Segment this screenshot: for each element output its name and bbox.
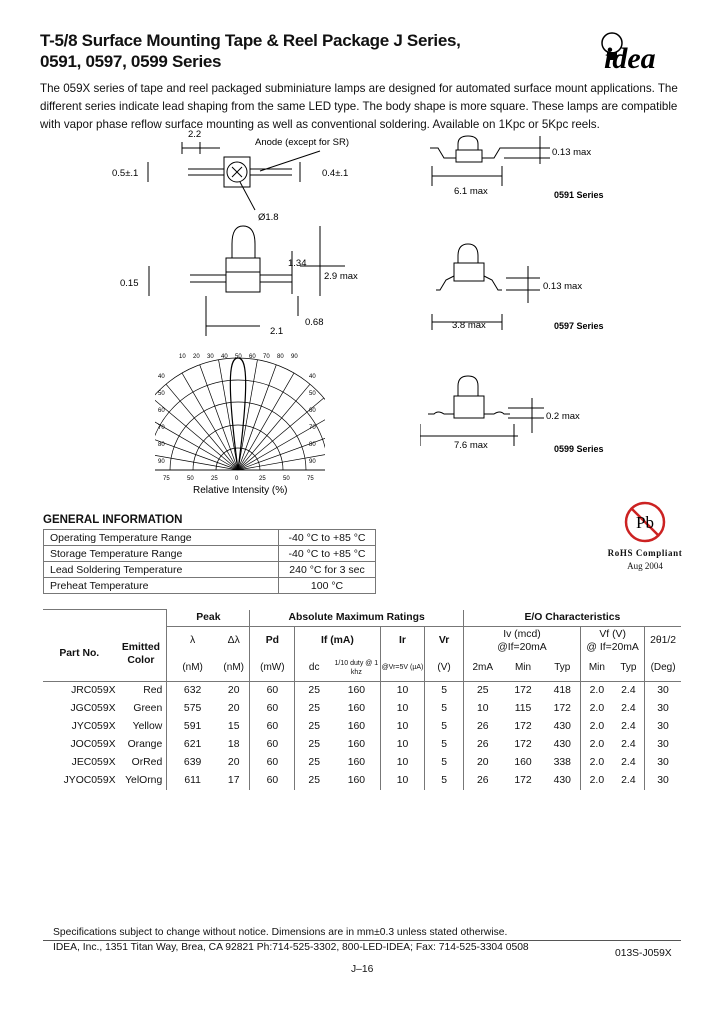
table-cell: 17 (227, 775, 240, 786)
table-cell: 18 (227, 739, 240, 750)
table-cell: JRC059X (71, 685, 116, 697)
table-cell: 430 (553, 721, 571, 732)
table-cell: 115 (514, 703, 532, 714)
table-cell: 172 (514, 775, 532, 786)
svg-text:Ø1.8: Ø1.8 (258, 212, 279, 223)
table-cell: 338 (553, 757, 571, 768)
table-cell: 10 (380, 772, 425, 790)
table-cell: 10 (380, 700, 425, 718)
table-cell: 160 (347, 685, 366, 697)
table-cell: 60 (250, 682, 295, 700)
table-row (43, 754, 681, 772)
logo-text: idea (604, 42, 656, 74)
polar-tick-label: 0 (235, 476, 239, 482)
table-cell: 160 (347, 703, 366, 714)
table-cell: Orange (127, 739, 163, 750)
polar-tick-label: 80 (277, 354, 284, 360)
polar-tick-label: 10 (179, 354, 186, 360)
table-cell: 172 (514, 685, 532, 697)
polar-tick-label: 25 (259, 476, 266, 482)
table-cell: 60 (250, 718, 295, 736)
intro-paragraph: The 059X series of tape and reel packaged subminiature lamps are designed for automated surface mount applications. The different series indicate lead shaping from the same LED type. The body shape is more square. These lamps are compatible with vapor phase reflow surface mounting as well as conventional soldering. Available on 1Kpc or 5Kpc reels. (40, 82, 678, 131)
table-cell: 20 (227, 757, 240, 768)
polar-tick-label: 75 (163, 476, 170, 482)
svg-text:Pb: Pb (636, 513, 654, 532)
table-cell: 60 (250, 700, 295, 718)
table-cell: 591 (167, 718, 218, 736)
table-cell: 60 (250, 736, 295, 754)
document-title: T-5/8 Surface Mounting Tape & Reel Package J Series, 0591, 0597, 0599 Series (40, 31, 461, 71)
svg-text:0.15: 0.15 (120, 278, 139, 289)
table-cell: 5 (425, 682, 463, 700)
table-cell: 30 (645, 772, 681, 790)
table-cell: 10 (380, 754, 425, 772)
table-cell: JGC059X (70, 703, 116, 714)
table-cell: 25 (295, 700, 333, 718)
table-cell: 2.4 (621, 757, 636, 768)
polar-tick-label: 50 (309, 391, 316, 397)
table-cell: 2.0 (581, 754, 613, 772)
polar-tick-label: 40 (158, 374, 165, 380)
table-cell: 10 (380, 682, 425, 700)
table-cell: 575 (167, 700, 218, 718)
polar-tick-label: 50 (235, 354, 242, 360)
polar-tick-label: 30 (207, 354, 214, 360)
beam-pattern (230, 358, 245, 470)
polar-tick-label: 70 (263, 354, 270, 360)
table-cell: OrRed (131, 757, 163, 768)
table-cell: Green (133, 703, 163, 714)
svg-text:1.34: 1.34 (288, 258, 307, 269)
svg-text:7.6 max: 7.6 max (454, 440, 488, 451)
polar-tick-label: 60 (309, 408, 316, 414)
table-cell: 160 (347, 775, 366, 786)
general-info-heading: GENERAL INFORMATION (43, 514, 183, 526)
polar-tick-label: 75 (307, 476, 314, 482)
svg-text:0.13 max: 0.13 max (543, 281, 583, 292)
series-label: 0597 Series (554, 321, 604, 331)
svg-text:0.68: 0.68 (305, 317, 324, 328)
table-cell: 30 (645, 682, 681, 700)
polar-tick-label: 80 (158, 442, 165, 448)
table-cell: 2.0 (581, 682, 613, 700)
table-cell: 2.4 (621, 775, 636, 786)
table-cell: 418 (553, 685, 571, 697)
series-profiles (420, 128, 620, 468)
table-cell: 30 (645, 754, 681, 772)
footer-divider (43, 940, 681, 941)
table-cell: 26 (463, 718, 501, 736)
table-cell: YelOrng (125, 775, 163, 786)
dimension-drawing (100, 126, 380, 341)
table-cell: 20 (463, 754, 501, 772)
polar-tick-label: 70 (309, 425, 316, 431)
table-cell: 160 (347, 739, 366, 750)
general-info-table (43, 529, 376, 594)
table-cell: 26 (463, 772, 501, 790)
polar-tick-label: 90 (309, 459, 316, 465)
polar-tick-label: 90 (291, 354, 298, 360)
table-cell: 621 (167, 736, 218, 754)
table-cell: 15 (227, 721, 240, 732)
table-cell: 2.4 (621, 721, 636, 732)
table-cell: 30 (645, 736, 681, 754)
table-cell: 30 (645, 718, 681, 736)
table-cell: Red (143, 685, 163, 697)
table-cell: 2.4 (621, 703, 636, 714)
polar-tick-label: 80 (309, 442, 316, 448)
table-cell: 30 (645, 700, 681, 718)
table-cell: 5 (425, 754, 463, 772)
polar-tick-label: 90 (158, 459, 165, 465)
page-number: J–16 (351, 964, 374, 975)
table-cell: 10 (380, 718, 425, 736)
table-cell: 25 (463, 682, 501, 700)
table-cell: 25 (295, 718, 333, 736)
svg-text:Relative Intensity (%): Relative Intensity (%) (193, 485, 288, 496)
document-number: 013S-J059X (615, 948, 672, 959)
specifications-table: Peak Absolute Maximum Ratings E/O Characteristics Part No. Emitted Color λ Δλ Pd If (mA) Ir Vr Iv (mcd) @If=20mA Vf (V) @ If=20mA 2θ1/2 (nM) (nM) (mW) dc 1/10 duty @ 1 khz @Vr=5V (µA) (V) 2mA Min Typ Min Typ (Deg) JRC059X Red 632 20 60 25 160 10 5 25 172 418 2.0 2.4 30 JGC059X Green 575 20 60 25 160 10 5 10 115 172 2.0 2.4 30 JYC059X Yellow 591 15 60 25 160 10 5 26 172 430 2.0 2.4 30 JOC059X Orange 621 18 60 25 160 10 5 26 172 430 2.0 2.4 30 JEC059X OrRed 639 20 60 25 160 10 5 20 160 338 2.0 2.4 30 JYOC059X YelOrng 611 17 60 25 160 10 5 26 172 430 2.0 2.4 30 (43, 609, 681, 790)
table-cell: 2.4 (621, 739, 636, 750)
table-cell: 5 (425, 718, 463, 736)
table-cell: 639 (167, 754, 218, 772)
svg-text:0.5±.1: 0.5±.1 (112, 168, 139, 179)
polar-tick-label: 70 (158, 425, 165, 431)
polar-tick-label: 40 (221, 354, 228, 360)
footer-note: Specifications subject to change without notice. Dimensions are in mm±0.3 unless stated otherwise. (53, 927, 508, 938)
table-cell: 20 (227, 685, 240, 697)
table-cell: 2.0 (581, 718, 613, 736)
table-cell: 10 (380, 736, 425, 754)
table-cell: 20 (227, 703, 240, 714)
table-cell: 430 (553, 775, 571, 786)
table-cell: 5 (425, 772, 463, 790)
table-cell: 2.0 (581, 772, 613, 790)
table-cell: 5 (425, 736, 463, 754)
polar-tick-label: 50 (283, 476, 290, 482)
table-row: Lead Soldering Temperature 240 °C for 3 sec (44, 562, 376, 578)
rohs-badge: Pb RoHS Compliant Aug 2004 (605, 500, 685, 571)
svg-text:0.4±.1: 0.4±.1 (322, 168, 349, 179)
table-cell: 160 (347, 757, 366, 768)
table-cell: 2.0 (581, 736, 613, 754)
table-row: Operating Temperature Range -40 °C to +85 °C (44, 530, 376, 546)
svg-text:3.8 max: 3.8 max (452, 320, 486, 331)
table-cell: Yellow (132, 721, 163, 732)
table-row (43, 700, 681, 718)
table-cell: 172 (514, 739, 532, 750)
table-cell: 26 (463, 736, 501, 754)
table-cell: 632 (167, 682, 218, 700)
table-row (43, 682, 681, 700)
radiation-pattern-chart (155, 350, 325, 500)
table-cell: JYOC059X (63, 775, 116, 786)
table-cell: 2.4 (621, 685, 636, 697)
table-cell: JOC059X (70, 739, 116, 750)
idea-logo (598, 28, 680, 74)
polar-tick-label: 60 (158, 408, 165, 414)
series-label: 0599 Series (554, 444, 604, 454)
svg-text:2.9 max: 2.9 max (324, 271, 358, 282)
table-row (43, 736, 681, 754)
table-cell: 160 (514, 757, 532, 768)
footer-address: IDEA, Inc., 1351 Titan Way, Brea, CA 92821 Ph:714-525-3302, 800-LED-IDEA; Fax: 714-525-3304 0508 (53, 942, 529, 953)
table-cell: 172 (514, 721, 532, 732)
svg-text:6.1 max: 6.1 max (454, 186, 488, 197)
table-cell: 160 (347, 721, 366, 732)
polar-tick-label: 25 (211, 476, 218, 482)
table-cell: JEC059X (71, 757, 116, 768)
pb-free-icon (623, 500, 667, 544)
table-row: Storage Temperature Range -40 °C to +85 °C (44, 546, 376, 562)
svg-text:0.13 max: 0.13 max (552, 147, 592, 158)
polar-tick-label: 40 (309, 374, 316, 380)
table-cell: 25 (295, 754, 333, 772)
svg-text:2.1: 2.1 (270, 326, 284, 337)
table-cell: 10 (463, 700, 501, 718)
table-cell: 430 (553, 739, 571, 750)
table-cell: 172 (553, 703, 571, 714)
svg-text:2.2: 2.2 (188, 129, 202, 140)
table-cell: 60 (250, 754, 295, 772)
table-cell: 2.0 (581, 700, 613, 718)
svg-text:Anode (except for SR): Anode (except for SR) (255, 137, 349, 148)
series-label: 0591 Series (554, 190, 604, 200)
table-cell: JYC059X (71, 721, 116, 732)
table-cell: 5 (425, 700, 463, 718)
table-row (43, 718, 681, 736)
polar-tick-label: 60 (249, 354, 256, 360)
polar-tick-label: 20 (193, 354, 200, 360)
table-cell: 25 (295, 736, 333, 754)
table-cell: 25 (295, 682, 333, 700)
table-cell: 611 (167, 772, 218, 790)
polar-tick-label: 50 (158, 391, 165, 397)
table-row: Preheat Temperature 100 °C (44, 578, 376, 594)
polar-tick-label: 50 (187, 476, 194, 482)
table-cell: 60 (250, 772, 295, 790)
svg-text:0.2 max: 0.2 max (546, 411, 580, 422)
table-row (43, 772, 681, 790)
table-cell: 25 (295, 772, 333, 790)
